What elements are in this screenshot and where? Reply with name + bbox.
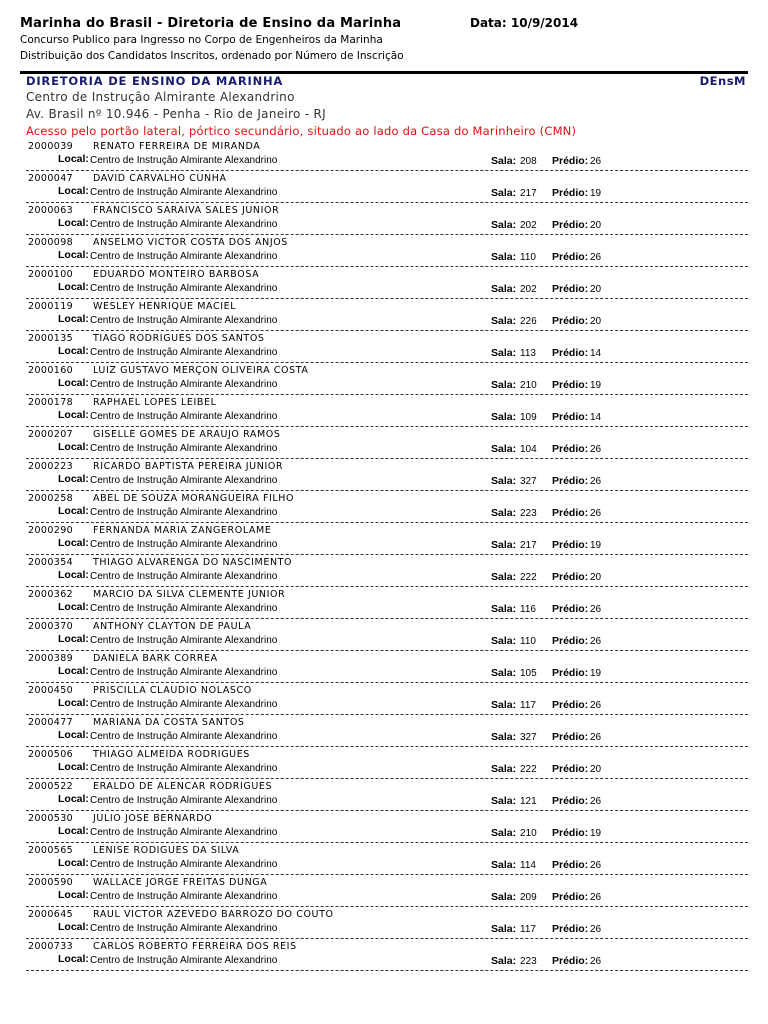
candidate-number: 2000645: [28, 909, 74, 920]
sala-label: Sala:: [491, 443, 517, 455]
candidate-name: EDUARDO MONTEIRO BARBOSA: [93, 269, 260, 280]
candidate-name: MARCIO DA SILVA CLEMENTE JUNIOR: [93, 589, 286, 600]
candidate-sala: 327: [520, 732, 537, 743]
predio-label: Prédio:: [552, 603, 589, 615]
candidate-sala: 117: [520, 700, 536, 711]
sala-label: Sala:: [491, 571, 517, 583]
local-label: Local:: [58, 153, 89, 165]
candidate-sala: 202: [520, 284, 537, 295]
candidate-sala: 217: [520, 188, 537, 199]
local-label: Local:: [58, 473, 89, 485]
candidate-sala: 217: [520, 540, 537, 551]
candidate-local: Centro de Instrução Almirante Alexandrino: [90, 379, 278, 390]
candidate-number: 2000362: [28, 589, 74, 600]
candidate-predio: 26: [590, 700, 602, 711]
candidate-sala: 327: [520, 476, 537, 487]
candidate-sala: 202: [520, 220, 537, 231]
candidate-number: 2000389: [28, 653, 74, 664]
candidate-predio: 26: [590, 892, 602, 903]
candidate-sala: 223: [520, 508, 537, 519]
candidate-predio: 26: [590, 732, 602, 743]
candidate-predio: 20: [590, 284, 602, 295]
candidate-number: 2000506: [28, 749, 74, 760]
sala-label: Sala:: [491, 539, 517, 551]
sala-label: Sala:: [491, 827, 517, 839]
candidate-row: [26, 907, 748, 939]
candidate-row: [26, 139, 748, 171]
candidate-sala: 104: [520, 444, 537, 455]
local-label: Local:: [58, 377, 89, 389]
candidate-row: [26, 171, 748, 203]
predio-label: Prédio:: [552, 315, 589, 327]
candidate-predio: 20: [590, 316, 602, 327]
candidate-sala: 210: [520, 380, 537, 391]
predio-label: Prédio:: [552, 955, 589, 967]
candidate-row: [26, 843, 748, 875]
candidate-sala: 208: [520, 156, 537, 167]
sala-label: Sala:: [491, 891, 517, 903]
candidate-number: 2000450: [28, 685, 74, 696]
candidate-number: 2000733: [28, 941, 74, 952]
candidate-number: 2000590: [28, 877, 74, 888]
predio-label: Prédio:: [552, 475, 589, 487]
sala-label: Sala:: [491, 763, 517, 775]
predio-label: Prédio:: [552, 155, 589, 167]
access-instructions: Acesso pelo portão lateral, pórtico secundário, situado ao lado da Casa do Marinheiro (CMN): [26, 124, 577, 138]
candidate-sala: 116: [520, 604, 536, 615]
candidate-name: TIAGO RODRIGUES DOS SANTOS: [93, 333, 265, 344]
candidate-local: Centro de Instrução Almirante Alexandrino: [90, 699, 278, 710]
candidate-row: [26, 331, 748, 363]
candidate-local: Centro de Instrução Almirante Alexandrino: [90, 763, 278, 774]
local-label: Local:: [58, 889, 89, 901]
candidate-number: 2000119: [28, 301, 74, 312]
candidate-row: [26, 459, 748, 491]
local-label: Local:: [58, 569, 89, 581]
candidate-sala: 110: [520, 636, 536, 647]
predio-label: Prédio:: [552, 251, 589, 263]
candidate-name: ABEL DE SOUZA MORANGUEIRA FILHO: [93, 493, 295, 504]
candidate-name: JULIO JOSE BERNARDO: [93, 813, 213, 824]
candidate-local: Centro de Instrução Almirante Alexandrino: [90, 347, 278, 358]
organization-code: DEnsM: [699, 74, 746, 88]
candidate-predio: 19: [590, 380, 602, 391]
predio-label: Prédio:: [552, 731, 589, 743]
predio-label: Prédio:: [552, 347, 589, 359]
predio-label: Prédio:: [552, 859, 589, 871]
candidate-local: Centro de Instrução Almirante Alexandrino: [90, 635, 278, 646]
candidate-number: 2000370: [28, 621, 74, 632]
predio-label: Prédio:: [552, 443, 589, 455]
predio-label: Prédio:: [552, 699, 589, 711]
sala-label: Sala:: [491, 699, 517, 711]
sala-label: Sala:: [491, 347, 517, 359]
candidate-name: FERNANDA MARIA ZANGEROLAME: [93, 525, 272, 536]
document-title: Marinha do Brasil - Diretoria de Ensino da Marinha: [20, 16, 402, 31]
candidate-local: Centro de Instrução Almirante Alexandrino: [90, 923, 278, 934]
sala-label: Sala:: [491, 475, 517, 487]
candidate-sala: 121: [520, 796, 537, 807]
candidate-name: RICARDO BAPTISTA PEREIRA JUNIOR: [93, 461, 284, 472]
organization-block: [26, 74, 748, 139]
candidate-local: Centro de Instrução Almirante Alexandrino: [90, 891, 278, 902]
candidate-name: RAUL VICTOR AZEVEDO BARROZO DO COUTO: [93, 909, 334, 920]
local-label: Local:: [58, 441, 89, 453]
predio-label: Prédio:: [552, 827, 589, 839]
candidate-list: [26, 139, 748, 971]
local-label: Local:: [58, 537, 89, 549]
predio-label: Prédio:: [552, 571, 589, 583]
candidate-local: Centro de Instrução Almirante Alexandrino: [90, 187, 278, 198]
candidate-name: ANSELMO VICTOR COSTA DOS ANJOS: [93, 237, 288, 248]
candidate-name: ANTHONY CLAYTON DE PAULA: [93, 621, 252, 632]
candidate-name: ERALDO DE ALENCAR RODRIGUES: [93, 781, 273, 792]
candidate-name: LENISE RODIGUES DA SILVA: [93, 845, 240, 856]
candidate-predio: 26: [590, 444, 602, 455]
candidate-sala: 113: [520, 348, 536, 359]
predio-label: Prédio:: [552, 219, 589, 231]
candidate-number: 2000047: [28, 173, 74, 184]
candidate-number: 2000530: [28, 813, 74, 824]
candidate-sala: 109: [520, 412, 537, 423]
candidate-row: [26, 235, 748, 267]
candidate-local: Centro de Instrução Almirante Alexandrino: [90, 603, 278, 614]
candidate-name: WALLACE JORGE FREITAS DUNGA: [93, 877, 268, 888]
candidate-row: [26, 939, 748, 971]
candidate-row: [26, 811, 748, 843]
candidate-number: 2000290: [28, 525, 74, 536]
sala-label: Sala:: [491, 251, 517, 263]
local-label: Local:: [58, 665, 89, 677]
candidate-name: FRANCISCO SARAIVA SALES JUNIOR: [93, 205, 280, 216]
candidate-sala: 105: [520, 668, 537, 679]
candidate-local: Centro de Instrução Almirante Alexandrino: [90, 859, 278, 870]
sala-label: Sala:: [491, 411, 517, 423]
predio-label: Prédio:: [552, 379, 589, 391]
candidate-name: RAPHAEL LOPES LEIBEL: [93, 397, 217, 408]
candidate-row: [26, 523, 748, 555]
candidate-local: Centro de Instrução Almirante Alexandrino: [90, 955, 278, 966]
candidate-name: CARLOS ROBERTO FERREIRA DOS REIS: [93, 941, 297, 952]
candidate-local: Centro de Instrução Almirante Alexandrino: [90, 219, 278, 230]
predio-label: Prédio:: [552, 539, 589, 551]
candidate-number: 2000354: [28, 557, 74, 568]
document-subtitle-2: Distribuição dos Candidatos Inscritos, ordenado por Número de Inscrição: [20, 50, 404, 62]
candidate-predio: 26: [590, 636, 602, 647]
candidate-number: 2000135: [28, 333, 74, 344]
candidate-predio: 26: [590, 956, 602, 967]
candidate-sala: 222: [520, 764, 537, 775]
predio-label: Prédio:: [552, 667, 589, 679]
sala-label: Sala:: [491, 795, 517, 807]
candidate-row: [26, 299, 748, 331]
candidate-local: Centro de Instrução Almirante Alexandrino: [90, 571, 278, 582]
candidate-name: THIAGO ALMEIDA RODRIGUES: [93, 749, 250, 760]
local-label: Local:: [58, 313, 89, 325]
candidate-sala: 223: [520, 956, 537, 967]
predio-label: Prédio:: [552, 187, 589, 199]
document-date: Data: 10/9/2014: [470, 16, 579, 30]
candidate-row: [26, 267, 748, 299]
candidate-row: [26, 651, 748, 683]
candidate-number: 2000039: [28, 141, 74, 152]
candidate-row: [26, 203, 748, 235]
candidate-predio: 26: [590, 604, 602, 615]
candidate-sala: 210: [520, 828, 537, 839]
local-label: Local:: [58, 345, 89, 357]
candidate-predio: 26: [590, 860, 602, 871]
candidate-local: Centro de Instrução Almirante Alexandrino: [90, 731, 278, 742]
predio-label: Prédio:: [552, 283, 589, 295]
document-header: [20, 15, 748, 64]
sala-label: Sala:: [491, 923, 517, 935]
predio-label: Prédio:: [552, 795, 589, 807]
sala-label: Sala:: [491, 219, 517, 231]
candidate-name: THIAGO ALVARENGA DO NASCIMENTO: [93, 557, 293, 568]
candidate-name: DAVID CARVALHO CUNHA: [93, 173, 227, 184]
candidate-sala: 114: [520, 860, 536, 871]
candidate-number: 2000063: [28, 205, 74, 216]
candidate-local: Centro de Instrução Almirante Alexandrino: [90, 443, 278, 454]
candidate-local: Centro de Instrução Almirante Alexandrino: [90, 475, 278, 486]
candidate-name: MARIANA DA COSTA SANTOS: [93, 717, 245, 728]
candidate-local: Centro de Instrução Almirante Alexandrino: [90, 667, 278, 678]
candidate-name: RENATO FERREIRA DE MIRANDA: [93, 141, 261, 152]
predio-label: Prédio:: [552, 891, 589, 903]
local-label: Local:: [58, 761, 89, 773]
candidate-predio: 20: [590, 572, 602, 583]
predio-label: Prédio:: [552, 411, 589, 423]
candidate-local: Centro de Instrução Almirante Alexandrino: [90, 539, 278, 550]
candidate-predio: 26: [590, 156, 602, 167]
predio-label: Prédio:: [552, 635, 589, 647]
candidate-name: DANIELA BARK CORREA: [93, 653, 218, 664]
candidate-sala: 226: [520, 316, 537, 327]
candidate-row: [26, 555, 748, 587]
sala-label: Sala:: [491, 315, 517, 327]
predio-label: Prédio:: [552, 923, 589, 935]
candidate-local: Centro de Instrução Almirante Alexandrino: [90, 411, 278, 422]
candidate-predio: 20: [590, 764, 602, 775]
local-label: Local:: [58, 921, 89, 933]
sala-label: Sala:: [491, 603, 517, 615]
exam-center-name: Centro de Instrução Almirante Alexandrino: [26, 90, 295, 104]
local-label: Local:: [58, 249, 89, 261]
candidate-row: [26, 875, 748, 907]
sala-label: Sala:: [491, 283, 517, 295]
local-label: Local:: [58, 697, 89, 709]
organization-name: DIRETORIA DE ENSINO DA MARINHA: [26, 74, 284, 88]
local-label: Local:: [58, 281, 89, 293]
sala-label: Sala:: [491, 635, 517, 647]
predio-label: Prédio:: [552, 763, 589, 775]
candidate-number: 2000100: [28, 269, 74, 280]
candidate-row: [26, 715, 748, 747]
local-label: Local:: [58, 505, 89, 517]
local-label: Local:: [58, 601, 89, 613]
candidate-local: Centro de Instrução Almirante Alexandrino: [90, 795, 278, 806]
candidate-number: 2000258: [28, 493, 74, 504]
candidate-number: 2000565: [28, 845, 74, 856]
document-subtitle-1: Concurso Publico para Ingresso no Corpo de Engenheiros da Marinha: [20, 34, 383, 46]
candidate-local: Centro de Instrução Almirante Alexandrino: [90, 155, 278, 166]
candidate-local: Centro de Instrução Almirante Alexandrino: [90, 827, 278, 838]
candidate-number: 2000178: [28, 397, 74, 408]
candidate-predio: 19: [590, 540, 602, 551]
candidate-predio: 26: [590, 924, 602, 935]
candidate-number: 2000098: [28, 237, 74, 248]
candidate-predio: 19: [590, 668, 602, 679]
predio-label: Prédio:: [552, 507, 589, 519]
candidate-local: Centro de Instrução Almirante Alexandrino: [90, 251, 278, 262]
candidate-predio: 26: [590, 508, 602, 519]
candidate-predio: 26: [590, 796, 602, 807]
local-label: Local:: [58, 825, 89, 837]
exam-center-address: Av. Brasil nº 10.946 - Penha - Rio de Janeiro - RJ: [26, 107, 326, 121]
candidate-name: WESLEY HENRIQUE MACIEL: [93, 301, 237, 312]
candidate-row: [26, 363, 748, 395]
local-label: Local:: [58, 185, 89, 197]
local-label: Local:: [58, 857, 89, 869]
candidate-row: [26, 427, 748, 459]
candidate-row: [26, 619, 748, 651]
candidate-sala: 209: [520, 892, 537, 903]
candidate-predio: 26: [590, 252, 602, 263]
candidate-predio: 20: [590, 220, 602, 231]
candidate-number: 2000522: [28, 781, 74, 792]
sala-label: Sala:: [491, 187, 517, 199]
local-label: Local:: [58, 729, 89, 741]
local-label: Local:: [58, 409, 89, 421]
candidate-number: 2000160: [28, 365, 74, 376]
candidate-local: Centro de Instrução Almirante Alexandrino: [90, 283, 278, 294]
candidate-sala: 110: [520, 252, 536, 263]
candidate-number: 2000223: [28, 461, 74, 472]
candidate-name: LUIZ GUSTAVO MERÇON OLIVEIRA COSTA: [93, 365, 309, 376]
candidate-number: 2000477: [28, 717, 74, 728]
candidate-local: Centro de Instrução Almirante Alexandrino: [90, 315, 278, 326]
candidate-name: GISELLE GOMES DE ARAUJO RAMOS: [93, 429, 281, 440]
candidate-row: [26, 491, 748, 523]
local-label: Local:: [58, 633, 89, 645]
candidate-predio: 19: [590, 828, 602, 839]
candidate-sala: 222: [520, 572, 537, 583]
sala-label: Sala:: [491, 955, 517, 967]
candidate-number: 2000207: [28, 429, 74, 440]
sala-label: Sala:: [491, 859, 517, 871]
sala-label: Sala:: [491, 379, 517, 391]
candidate-local: Centro de Instrução Almirante Alexandrino: [90, 507, 278, 518]
candidate-predio: 14: [590, 412, 602, 423]
candidate-row: [26, 395, 748, 427]
candidate-name: PRISCILLA CLAUDIO NOLASCO: [93, 685, 252, 696]
sala-label: Sala:: [491, 667, 517, 679]
sala-label: Sala:: [491, 507, 517, 519]
candidate-predio: 14: [590, 348, 602, 359]
sala-label: Sala:: [491, 155, 517, 167]
candidate-row: [26, 779, 748, 811]
candidate-predio: 26: [590, 476, 602, 487]
candidate-sala: 117: [520, 924, 536, 935]
local-label: Local:: [58, 217, 89, 229]
local-label: Local:: [58, 793, 89, 805]
candidate-row: [26, 747, 748, 779]
candidate-predio: 19: [590, 188, 602, 199]
sala-label: Sala:: [491, 731, 517, 743]
candidate-row: [26, 683, 748, 715]
candidate-row: [26, 587, 748, 619]
local-label: Local:: [58, 953, 89, 965]
